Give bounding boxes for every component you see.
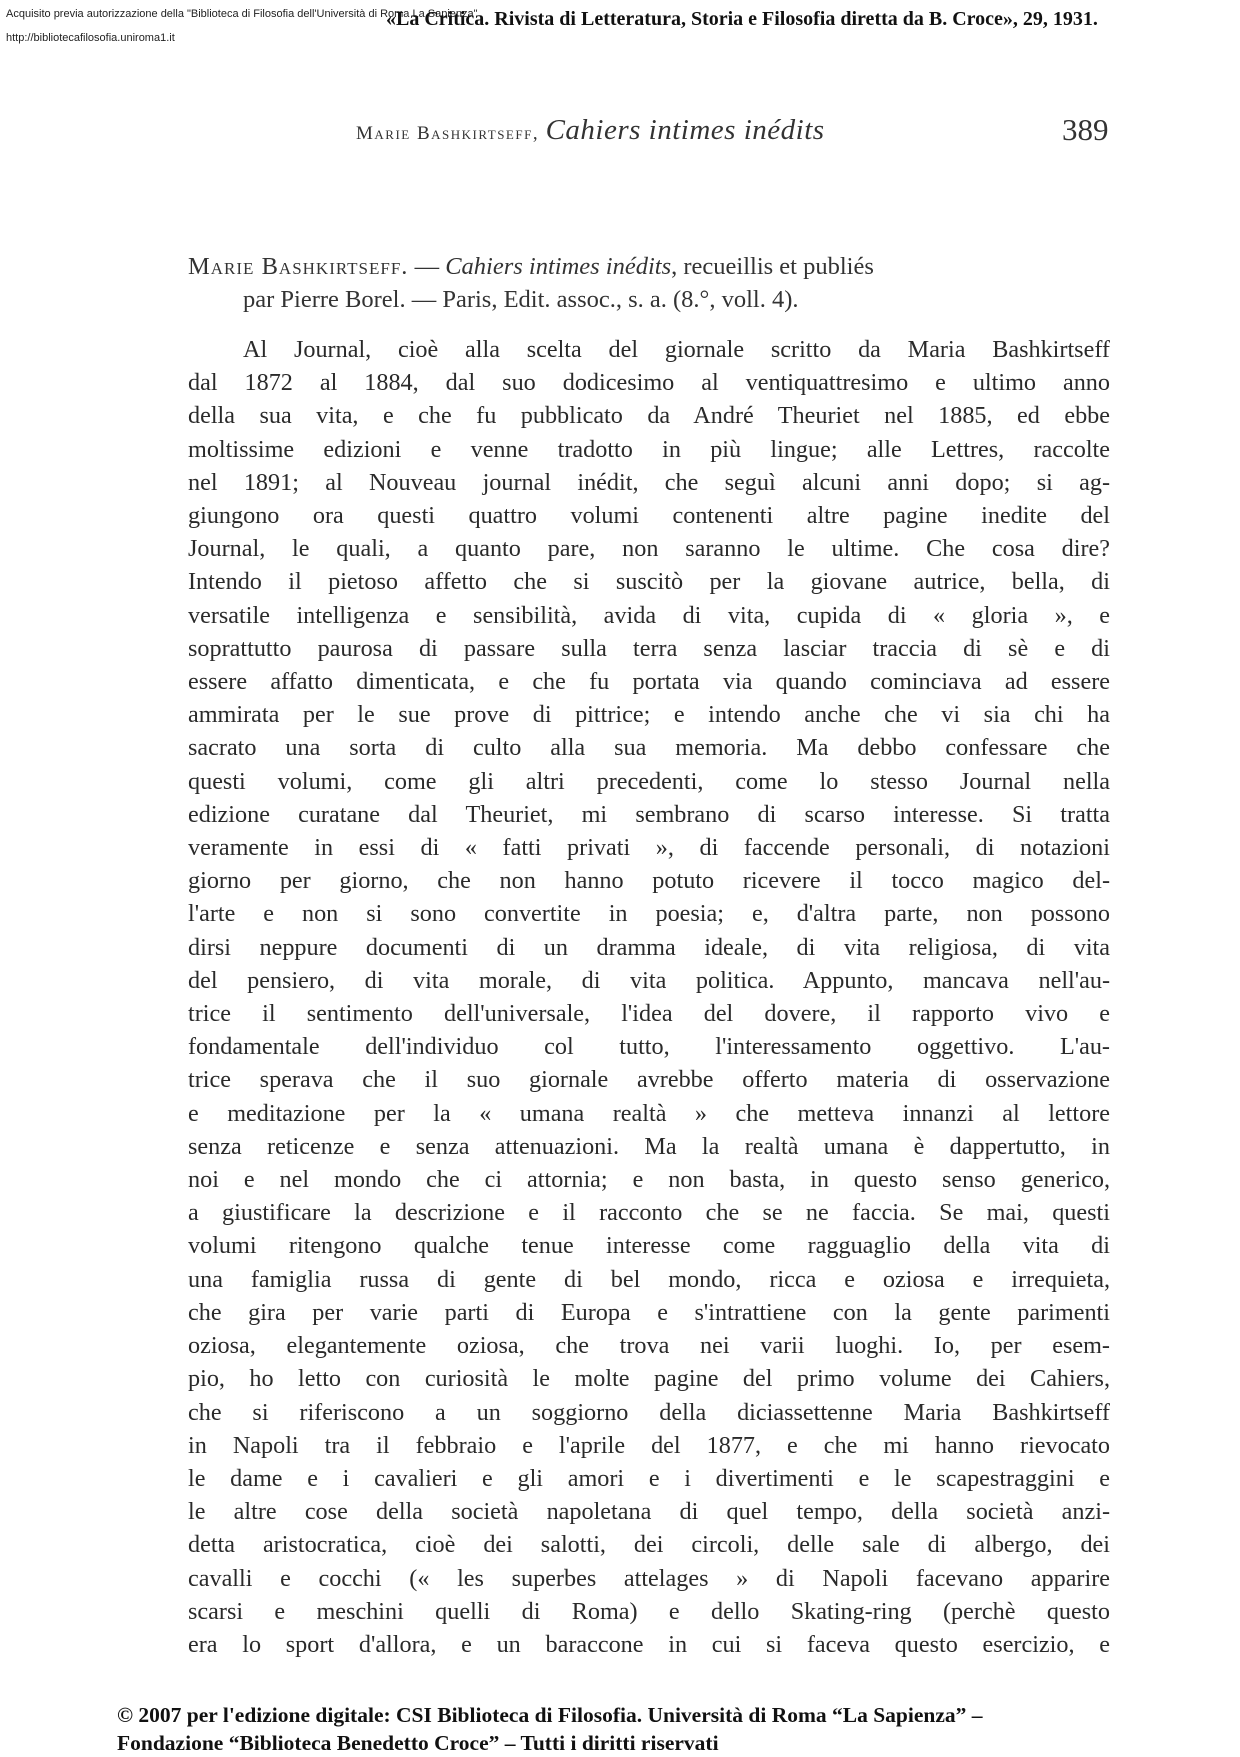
body-line: detta aristocratica, cioè dei salotti, dei circoli, delle sale di albergo, dei bbox=[188, 1531, 1110, 1559]
body-line: edizione curatane dal Theuriet, mi sembrano di scarso interesse. Si tratta bbox=[188, 800, 1110, 828]
page-number: 389 bbox=[1062, 112, 1109, 147]
body-line: e meditazione per la « umana realtà » che metteva innanzi al lettore bbox=[188, 1099, 1110, 1127]
body-line: nel 1891; al Nouveau journal inédit, che seguì alcuni anni dopo; si ag- bbox=[188, 468, 1110, 496]
bibliographic-line bbox=[188, 250, 1110, 283]
body-line: della sua vita, e che fu pubblicato da André Theuriet nel 1885, ed ebbe bbox=[188, 402, 1110, 430]
body-line: dal 1872 al 1884, dal suo dodicesimo al ventiquattresimo e ultimo anno bbox=[188, 369, 1110, 397]
copyright-line-1: © 2007 per l'edizione digitale: CSI Biblioteca di Filosofia. Università di Roma “La Sapienza” – bbox=[117, 1703, 983, 1727]
body-line: soprattutto paurosa di passare sulla terra senza lasciar traccia di sè e di bbox=[188, 634, 1110, 662]
running-head bbox=[356, 114, 825, 147]
acknowledgement-text: Acquisito previa autorizzazione della "Biblioteca di Filosofia dell'Università di Roma La Sapienza" bbox=[6, 8, 478, 20]
body-line: dirsi neppure documenti di un dramma ideale, di vita religiosa, di vita bbox=[188, 933, 1110, 961]
body-line: Al Journal, cioè alla scelta del giornale scritto da Maria Bashkirtseff bbox=[243, 336, 1110, 363]
body-line: ammirata per le sue prove di pittrice; e intendo anche che vi sia chi ha bbox=[188, 701, 1110, 729]
body-line: moltissime edizioni e venne tradotto in più lingue; alle Lettres, raccolte bbox=[188, 435, 1110, 463]
body-line: sacrato una sorta di culto alla sua memoria. Ma debbo confessare che bbox=[188, 734, 1110, 762]
body-line: trice il sentimento dell'universale, l'idea del dovere, il rapporto vivo e bbox=[188, 1000, 1110, 1028]
body-line: essere affatto dimenticata, e che fu portata via quando cominciava ad essere bbox=[188, 668, 1110, 696]
body-line: versatile intelligenza e sensibilità, avida di vita, cupida di « gloria », e bbox=[188, 601, 1110, 629]
body-line: giungono ora questi quattro volumi contenenti altre pagine inedite del bbox=[188, 502, 1110, 530]
body-line: Intendo il pietoso affetto che si suscitò per la giovane autrice, bella, di bbox=[188, 568, 1110, 596]
body-line: a giustificare la descrizione e il racconto che se ne faccia. Se mai, questi bbox=[188, 1199, 1110, 1227]
body-line: fondamentale dell'individuo col tutto, l'interessamento oggettivo. L'au- bbox=[188, 1033, 1110, 1061]
body-line: una famiglia russa di gente di bel mondo, ricca e oziosa e irrequieta, bbox=[188, 1265, 1110, 1293]
body-line: che gira per varie parti di Europa e s'intrattiene con la gente parimenti bbox=[188, 1298, 1110, 1326]
body-line: senza reticenze e senza attenuazioni. Ma la realtà umana è dappertutto, in bbox=[188, 1132, 1110, 1160]
body-line: era lo sport d'allora, e un baraccone in cui si faceva questo esercizio, e bbox=[188, 1630, 1110, 1658]
body-line: l'arte e non si sono convertite in poesia; e, d'altra parte, non possono bbox=[188, 900, 1110, 928]
bibliography-rest: , recueillis et publiés bbox=[671, 253, 874, 280]
body-line: in Napoli tra il febbraio e l'aprile del 1877, e che mi hanno rievocato bbox=[188, 1431, 1110, 1459]
body-line: volumi ritengono qualche tenue interesse come ragguaglio della vita di bbox=[188, 1232, 1110, 1260]
body-line: le dame e i cavalieri e gli amori e i divertimenti e le scapestraggini e bbox=[188, 1464, 1110, 1492]
journal-citation: «La Critica. Rivista di Letteratura, Storia e Filosofia diretta da B. Croce», 29, 1931. bbox=[386, 8, 1098, 30]
running-head-author: Marie Bashkirtseff, bbox=[356, 123, 540, 144]
body-line: pio, ho letto con curiosità le molte pagine del primo volume dei Cahiers, bbox=[188, 1365, 1110, 1393]
body-line: del pensiero, di vita morale, di vita politica. Appunto, mancava nell'au- bbox=[188, 966, 1110, 994]
body-line: che si riferiscono a un soggiorno della diciassettenne Maria Bashkirtseff bbox=[188, 1398, 1110, 1426]
source-url[interactable]: http://bibliotecafilosofia.uniroma1.it bbox=[6, 32, 175, 44]
body-line: Journal, le quali, a quanto pare, non saranno le ultime. Che cosa dire? bbox=[188, 535, 1110, 563]
bibliography-author: Marie Bashkirtseff. bbox=[188, 253, 409, 280]
bibliography-dash: — bbox=[408, 253, 446, 280]
digitization-banner bbox=[6, 8, 1236, 48]
review-body bbox=[188, 333, 1110, 1661]
body-line: trice sperava che il suo giornale avrebbe offerto materia di osservazione bbox=[188, 1066, 1110, 1094]
copyright-footer bbox=[117, 1701, 983, 1757]
body-line: scarsi e meschini quelli di Roma) e dello Skating-ring (perchè questo bbox=[188, 1597, 1110, 1625]
bibliography-title: Cahiers intimes inédits bbox=[445, 253, 672, 280]
bibliographic-entry bbox=[188, 250, 1110, 316]
copyright-line-2: Fondazione “Biblioteca Benedetto Croce” – Tutti i diritti riservati bbox=[117, 1731, 719, 1755]
body-line: cavalli e cocchi (« les superbes attelages » di Napoli facevano apparire bbox=[188, 1564, 1110, 1592]
body-line: giorno per giorno, che non hanno potuto ricevere il tocco magico del- bbox=[188, 867, 1110, 895]
bibliography-publisher-line: par Pierre Borel. — Paris, Edit. assoc., s. a. (8.°, voll. 4). bbox=[243, 286, 799, 313]
body-line: questi volumi, come gli altri precedenti, come lo stesso Journal nella bbox=[188, 767, 1110, 795]
body-line: oziosa, elegantemente oziosa, che trova nei varii luoghi. Io, per esem- bbox=[188, 1332, 1110, 1360]
body-line: veramente in essi di « fatti privati », di faccende personali, di notazioni bbox=[188, 834, 1110, 862]
body-line: le altre cose della società napoletana di quel tempo, della società anzi- bbox=[188, 1498, 1110, 1526]
body-line: noi e nel mondo che ci attornia; e non basta, in questo senso generico, bbox=[188, 1166, 1110, 1194]
running-head-title: Cahiers intimes inédits bbox=[545, 114, 825, 146]
